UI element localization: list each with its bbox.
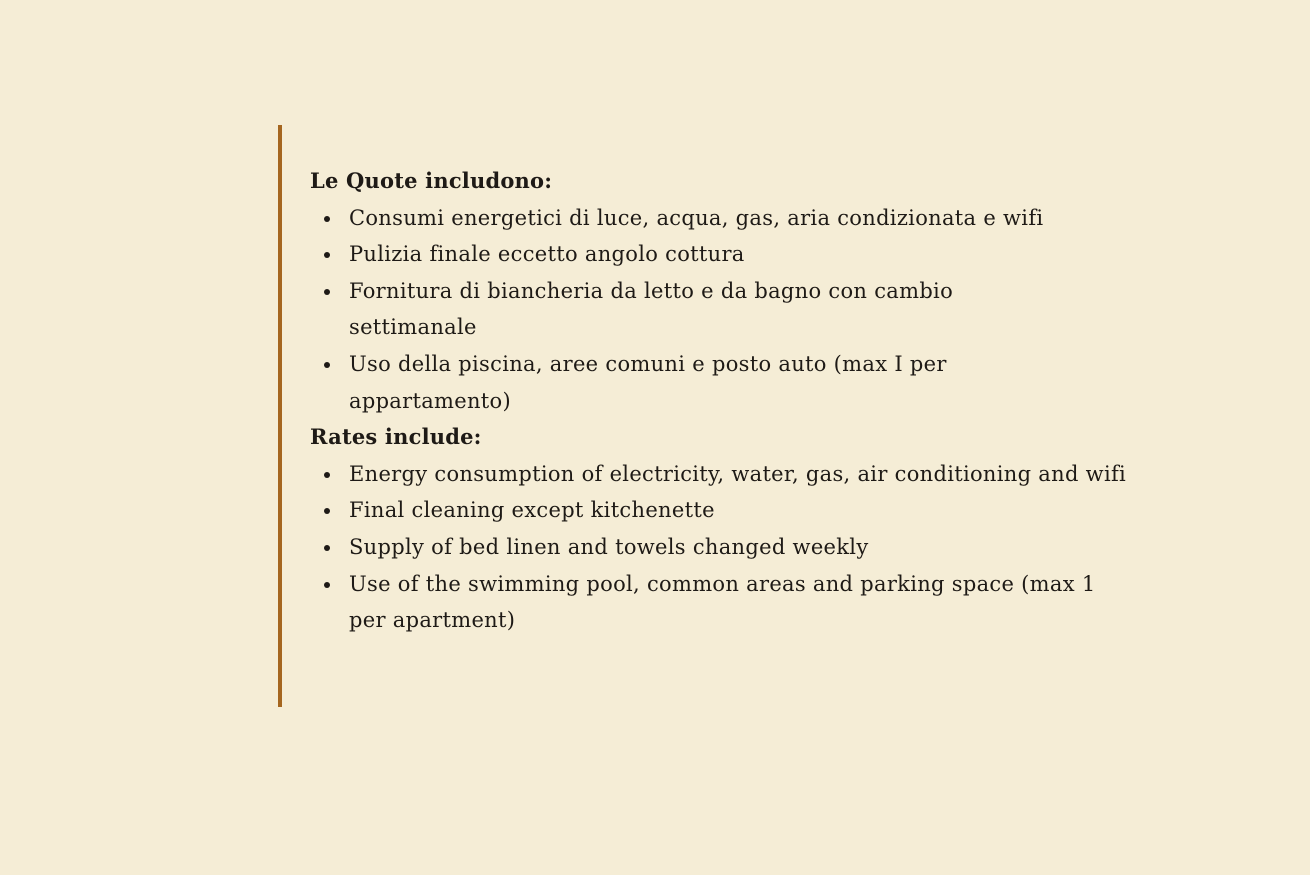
list-item: Pulizia finale eccetto angolo cottura [349, 236, 1138, 273]
list-item: Energy consumption of electricity, water, gas, air conditioning and wifi [349, 456, 1139, 493]
english-heading: Rates include: [310, 424, 482, 450]
english-list [310, 456, 1138, 639]
list-item: Supply of bed linen and towels changed weekly [349, 529, 1138, 566]
italian-heading: Le Quote includono: [310, 168, 553, 193]
list-item: Uso della piscina, aree comuni e posto auto (max I per appartamento) [349, 346, 1049, 419]
italian-list [310, 200, 1138, 420]
list-item: Final cleaning except kitchenette [349, 492, 1138, 529]
rates-include-block [278, 125, 1138, 707]
list-item: Consumi energetici di luce, acqua, gas, aria condizionata e wifi [349, 200, 1138, 237]
list-item: Use of the swimming pool, common areas and parking space (max 1 per apartment) [349, 566, 1119, 639]
list-item: Fornitura di biancheria da letto e da bagno con cambio settimanale [349, 273, 1049, 346]
